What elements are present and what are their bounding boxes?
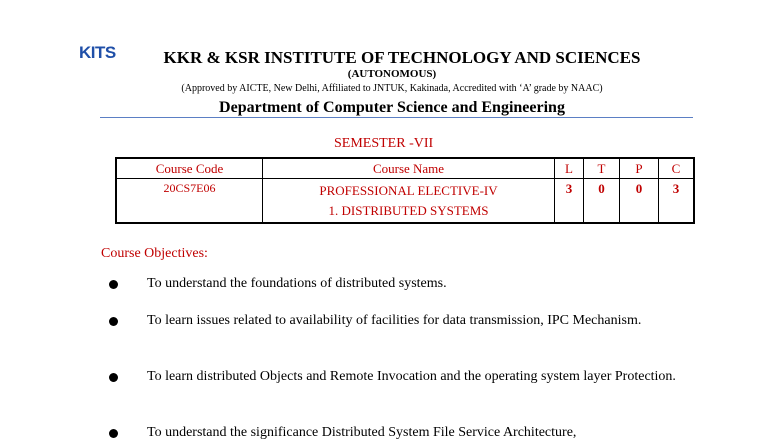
course-name-line1: PROFESSIONAL ELECTIVE-IV	[319, 183, 498, 198]
logo-text: KITS	[79, 43, 116, 62]
bullet-icon	[109, 317, 118, 326]
autonomous-label: (AUTONOMOUS)	[347, 68, 437, 80]
semester-label: SEMESTER -VII	[334, 136, 434, 151]
header-c: C	[659, 158, 695, 179]
department-title: Department of Computer Science and Engineering	[219, 99, 565, 116]
header-course-name: Course Name	[263, 158, 555, 179]
course-c: 3	[659, 179, 695, 224]
list-item: To learn distributed Objects and Remote Invocation and the operating system layer Protection.	[147, 369, 676, 384]
course-t: 0	[584, 179, 620, 224]
header-t: T	[584, 158, 620, 179]
list-item: To learn issues related to availability of facilities for data transmission, IPC Mechanism.	[147, 313, 642, 328]
course-p: 0	[620, 179, 659, 224]
approval-note: (Approved by AICTE, New Delhi, Affiliated to JNTUK, Kakinada, Accredited with ‘A’ grade by NAAC)	[181, 83, 603, 94]
bullet-icon	[109, 373, 118, 382]
header-divider	[100, 117, 693, 118]
course-table	[115, 157, 695, 224]
course-name-line2: 1. DISTRIBUTED SYSTEMS	[328, 203, 489, 218]
institute-name: KKR & KSR INSTITUTE OF TECHNOLOGY AND SCIENCES	[163, 48, 641, 67]
header-l: L	[555, 158, 584, 179]
header-p: P	[620, 158, 659, 179]
course-l: 3	[555, 179, 584, 224]
course-name	[263, 179, 555, 224]
course-code: 20CS7E06	[116, 179, 263, 224]
bullet-icon	[109, 280, 118, 289]
list-item: To understand the significance Distributed System File Service Architecture,	[147, 425, 577, 440]
table-header-row	[116, 158, 694, 179]
header-course-code: Course Code	[116, 158, 263, 179]
bullet-icon	[109, 429, 118, 438]
objectives-title: Course Objectives:	[101, 246, 208, 261]
table-row	[116, 179, 694, 224]
list-item: To understand the foundations of distributed systems.	[147, 276, 447, 291]
